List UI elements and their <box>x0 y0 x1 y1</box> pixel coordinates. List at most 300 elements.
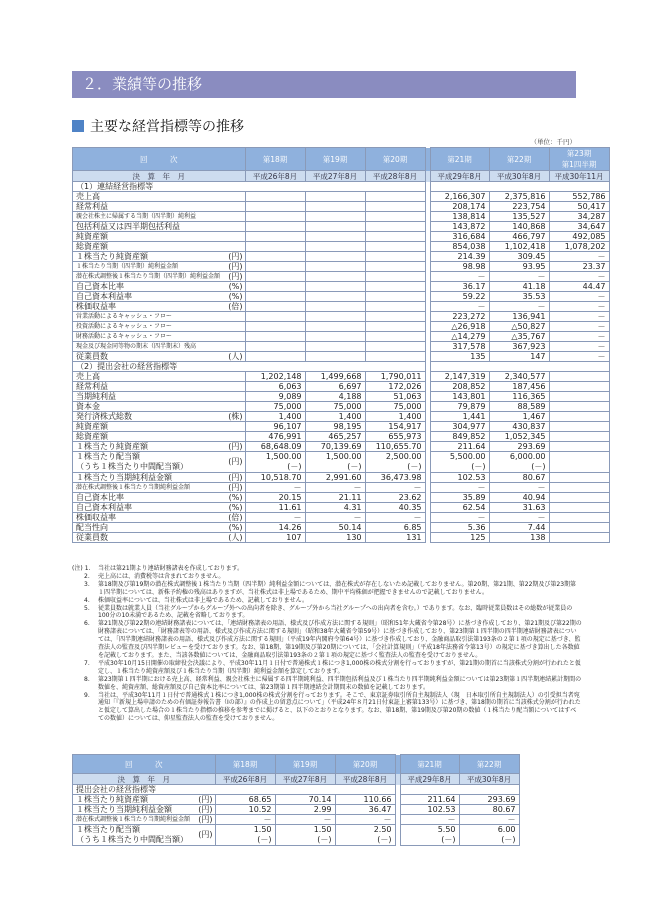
table-row <box>73 292 610 302</box>
value-cell: 110,655.70 <box>365 442 425 452</box>
value-cell: 10.52 <box>215 805 275 815</box>
value-cell <box>549 372 609 382</box>
value-cell: △26,918 <box>430 322 489 332</box>
value-cell <box>549 412 609 422</box>
value-cell: 211.64 <box>430 442 489 452</box>
table-row <box>73 302 610 312</box>
note-item <box>72 692 582 724</box>
value-cell: 70,139.69 <box>305 442 365 452</box>
value-cell <box>365 272 425 282</box>
note-number <box>72 692 98 724</box>
table-row <box>73 222 610 232</box>
row-label: 自己資本比率 <box>73 493 224 503</box>
value-cell <box>365 282 425 292</box>
value-cell <box>305 282 365 292</box>
row-unit: (%) <box>223 503 245 513</box>
row-unit: (円) <box>223 452 245 473</box>
value-cell: － <box>245 483 305 493</box>
value-cell: 476,991 <box>245 432 305 442</box>
value-cell: － <box>335 815 395 825</box>
period-cell: 平成30年11月 <box>549 171 609 182</box>
row-unit <box>223 232 245 242</box>
row-label: 配当性向 <box>73 523 224 533</box>
note-index: 5. <box>84 604 90 612</box>
note-item <box>72 597 582 605</box>
value-cell: 50.14 <box>305 523 365 533</box>
value-cell <box>365 232 425 242</box>
note-text: 株価収益率については、当社株式は非上場であるため、記載しておりません。 <box>98 596 309 604</box>
value-cell <box>365 312 425 322</box>
dividend-value: 6,000.00 <box>509 452 546 461</box>
value-cell: 147 <box>489 352 549 362</box>
value-cell: 75,000 <box>305 402 365 412</box>
row-label: 株価収益率 <box>73 302 224 312</box>
row-label: 経常利益 <box>73 382 224 392</box>
value-cell: 465,257 <box>305 432 365 442</box>
value-cell: 88,589 <box>489 402 549 412</box>
value-cell: 51,063 <box>365 392 425 402</box>
value-cell <box>365 352 425 362</box>
value-cell: 20.15 <box>245 493 305 503</box>
row-unit <box>223 322 245 332</box>
section-title <box>72 117 244 137</box>
value-cell <box>549 392 609 402</box>
value-cell <box>305 302 365 312</box>
value-cell: 80.67 <box>459 805 519 815</box>
value-cell <box>305 252 365 262</box>
value-cell: 31.63 <box>489 503 549 513</box>
table-row <box>73 815 520 825</box>
note-item <box>72 605 582 621</box>
value-cell: 93.95 <box>489 262 549 272</box>
row-label: 自己資本比率 <box>73 282 224 292</box>
dividend-value: 5,500.00 <box>449 452 486 461</box>
interim-dividend-value: (－) <box>347 462 362 471</box>
interim-dividend-value: (－) <box>287 462 302 471</box>
value-cell <box>245 292 305 302</box>
section-spacer <box>430 182 609 192</box>
value-cell: 849,852 <box>430 432 489 442</box>
header-row <box>73 755 520 774</box>
row-unit <box>223 312 245 322</box>
value-cell <box>549 523 609 533</box>
dividend-cell <box>215 825 275 846</box>
row-label: １株当たり純資産額 <box>73 252 224 262</box>
value-cell: 2,147,319 <box>430 372 489 382</box>
value-cell: 70.14 <box>275 795 335 805</box>
value-cell: 1,441 <box>430 412 489 422</box>
row-label: 投資活動によるキャッシュ・フロー <box>73 322 224 332</box>
value-cell <box>305 292 365 302</box>
row-unit <box>223 382 245 392</box>
value-cell: － <box>489 513 549 523</box>
value-cell <box>365 342 425 352</box>
table-row <box>73 422 610 432</box>
value-cell: 2,166,307 <box>430 192 489 202</box>
row-label: 売上高 <box>73 192 224 202</box>
table-row <box>73 202 610 212</box>
period-cell: 平成29年8月 <box>400 774 459 785</box>
table-row <box>73 372 610 382</box>
row-unit: (円) <box>223 272 245 282</box>
row-label: 従業員数 <box>73 533 224 543</box>
value-cell: 34,647 <box>549 222 609 232</box>
dividend-cell <box>275 825 335 846</box>
row-label: １株当たり当期純利益金額 <box>73 473 224 483</box>
value-cell: － <box>430 302 489 312</box>
value-cell: 41.18 <box>489 282 549 292</box>
value-cell <box>305 342 365 352</box>
dividend-row <box>73 825 520 846</box>
value-cell: 7.44 <box>489 523 549 533</box>
period-cell: 平成29年8月 <box>430 171 489 182</box>
value-cell: 102.53 <box>430 473 489 483</box>
value-cell: 107 <box>245 533 305 543</box>
row-unit <box>223 402 245 412</box>
table-row <box>73 805 520 815</box>
note-index: 8. <box>84 675 90 683</box>
value-cell: 309.45 <box>489 252 549 262</box>
dividend-label-interim: （うち１株当たり中間配当額） <box>76 835 188 844</box>
table-row <box>73 322 610 332</box>
value-cell: 172,026 <box>365 382 425 392</box>
value-cell <box>245 212 305 222</box>
value-cell: 655,973 <box>365 432 425 442</box>
value-cell <box>245 232 305 242</box>
value-cell: 36,473.98 <box>365 473 425 483</box>
value-cell: 75,000 <box>245 402 305 412</box>
row-unit: (%) <box>223 292 245 302</box>
row-label: 総資産額 <box>73 432 224 442</box>
value-cell: 96,107 <box>245 422 305 432</box>
row-unit: (円) <box>193 825 215 846</box>
value-cell: － <box>459 815 519 825</box>
note-item <box>72 573 582 581</box>
value-cell: 80.67 <box>489 473 549 483</box>
dividend-value: 6.00 <box>497 825 516 834</box>
row-label: 総資産額 <box>73 242 224 252</box>
interim-dividend-value: (－) <box>407 462 422 471</box>
row-label: １株当たり当期（四半期）純利益金額 <box>73 262 224 272</box>
value-cell: 466,797 <box>489 232 549 242</box>
note-text: 従業員数は就業人員（当社グループからグループ外への出向者を除き、グループ外から当社グループへの出向者を含む。）であります。なお、臨時従業員数はその総数が従業員の100分の10未満であるため、記載を省略しております。 <box>98 604 573 620</box>
value-cell: 40.94 <box>489 493 549 503</box>
column-header: 第19期 <box>305 148 365 171</box>
value-cell <box>245 342 305 352</box>
value-cell <box>305 322 365 332</box>
note-text: 売上高には、消費税等は含まれておりません。 <box>98 572 225 580</box>
row-unit <box>223 432 245 442</box>
column-header: 第22期 <box>489 148 549 171</box>
note-number <box>72 676 98 692</box>
value-cell: 317,578 <box>430 342 489 352</box>
interim-dividend-value: (－) <box>257 835 272 844</box>
row-label: 純資産額 <box>73 422 224 432</box>
table-row <box>73 192 610 202</box>
value-cell <box>245 242 305 252</box>
value-cell: － <box>549 342 609 352</box>
value-cell <box>305 192 365 202</box>
value-cell <box>549 442 609 452</box>
section-marker-icon <box>72 120 84 132</box>
value-cell: 304,977 <box>430 422 489 432</box>
value-cell: 430,837 <box>489 422 549 432</box>
section-row <box>73 362 610 372</box>
row-unit: (円) <box>193 795 215 805</box>
table-row <box>73 312 610 322</box>
value-cell: 135,527 <box>489 212 549 222</box>
footnotes <box>72 565 582 723</box>
row-unit: (人) <box>223 352 245 362</box>
value-cell: 62.54 <box>430 503 489 513</box>
section-row <box>73 785 520 795</box>
row-unit: (円) <box>193 815 215 825</box>
value-cell: 6,063 <box>245 382 305 392</box>
value-cell <box>305 232 365 242</box>
value-cell <box>365 252 425 262</box>
dividend-cell <box>305 452 365 473</box>
table-row <box>73 262 610 272</box>
column-header: 第20期 <box>335 755 395 774</box>
row-label: 包括利益又は四半期包括利益 <box>73 222 224 232</box>
column-header: 第20期 <box>365 148 425 171</box>
note-number <box>72 573 98 581</box>
dividend-row <box>73 452 610 473</box>
value-cell <box>365 292 425 302</box>
row-label: 資本金 <box>73 402 224 412</box>
row-label: 潜在株式調整後１株当たり当期（四半期）純利益金額 <box>73 272 224 282</box>
value-cell: 293.69 <box>459 795 519 805</box>
row-header-label: 回 次 <box>73 148 246 171</box>
value-cell: 1,052,345 <box>489 432 549 442</box>
row-unit: (%) <box>223 493 245 503</box>
table-row <box>73 282 610 292</box>
value-cell: － <box>430 513 489 523</box>
period-cell: 平成30年8月 <box>489 171 549 182</box>
value-cell: － <box>489 272 549 282</box>
value-cell: 293.69 <box>489 442 549 452</box>
value-cell <box>245 252 305 262</box>
section-label: （1）連結経営指標等 <box>73 182 426 192</box>
section-row <box>73 182 610 192</box>
value-cell <box>305 352 365 362</box>
value-cell <box>245 262 305 272</box>
period-cell: 平成30年8月 <box>459 774 519 785</box>
table-row <box>73 473 610 483</box>
dividend-cell <box>245 452 305 473</box>
table-row <box>73 392 610 402</box>
note-index: 3. <box>84 580 90 588</box>
value-cell: 11.61 <box>245 503 305 513</box>
interim-dividend-value: (－) <box>441 835 456 844</box>
value-cell: － <box>400 815 459 825</box>
row-unit: (円) <box>223 483 245 493</box>
note-text: 第21期及び第22期の連結財務諸表については、「連結財務諸表の用語、様式及び作成方法に関する規則」（昭和51年大蔵省令第28号）に基づき作成しており、第21期及び第22期の財務諸表については、「財務諸表等の用語、様式及び作成方法に関する規則」（昭和38年大蔵省令第59号）に基づき作成しており、第23期第１四半期の四半期連結財務諸表については、「四半期連結財務諸表の用語、様式及び作成方法に関する規則」（平成19年内閣府令第64号）に基づき作成しており、金融商品取引法第193条の２第１項の規定に基づき、監査法人の監査及び四半期レビューを受けております。なお、第18期、第19期及び第20期については、「会社計算規則」（平成18年法務省令第13号）の規定に基づき算出した各数値を記載しております。また、当該各数値については、金融商品取引法第193条の２第１項の規定に基づく監査法人の監査を受けておりません。 <box>98 620 582 659</box>
note-text: 第23期第１四半期における売上高、経常利益、親会社株主に帰属する四半期純利益、四半期包括利益及び１株当たり四半期純利益金額については第23期第１四半期連結累計期間の数値を、純資産額、総資産額及び自己資本比率については、第23期第１四半期連結会計期間末の数値を記載しております。 <box>98 675 582 691</box>
value-cell: 154,917 <box>365 422 425 432</box>
value-cell <box>305 262 365 272</box>
dividend-value: 1,500.00 <box>325 452 362 461</box>
dividend-cell <box>459 825 519 846</box>
value-cell: 138 <box>489 533 549 543</box>
column-header: 第19期 <box>275 755 335 774</box>
dividend-value: 2.50 <box>373 825 392 834</box>
table-row <box>73 232 610 242</box>
dividend-label <box>73 825 194 846</box>
row-label: 潜在株式調整後１株当たり当期純利益金額 <box>73 815 194 825</box>
row-unit: (%) <box>223 282 245 292</box>
value-cell <box>549 513 609 523</box>
value-cell: － <box>430 483 489 493</box>
value-cell <box>245 282 305 292</box>
note-number <box>72 597 98 605</box>
value-cell: 1,078,202 <box>549 242 609 252</box>
note-number <box>72 581 98 597</box>
value-cell: 1,467 <box>489 412 549 422</box>
value-cell <box>549 432 609 442</box>
dividend-value: 2,500.00 <box>385 452 422 461</box>
column-header: 第18期 <box>215 755 275 774</box>
value-cell: 21.11 <box>305 493 365 503</box>
per-share-reference-table <box>72 754 520 846</box>
value-cell: 138,814 <box>430 212 489 222</box>
row-unit <box>223 242 245 252</box>
table-row <box>73 252 610 262</box>
value-cell: 75,000 <box>365 402 425 412</box>
value-cell: 59.22 <box>430 292 489 302</box>
value-cell <box>549 483 609 493</box>
value-cell: 143,872 <box>430 222 489 232</box>
column-header: 第23期 第1四半期 <box>549 148 609 171</box>
interim-dividend-value: (－) <box>471 462 486 471</box>
value-cell <box>245 192 305 202</box>
table-row <box>73 242 610 252</box>
row-unit: (円) <box>223 442 245 452</box>
value-cell <box>245 312 305 322</box>
value-cell: 23.37 <box>549 262 609 272</box>
value-cell: 143,801 <box>430 392 489 402</box>
value-cell: － <box>549 272 609 282</box>
table-row <box>73 212 610 222</box>
column-header: 第18期 <box>245 148 305 171</box>
value-cell <box>549 422 609 432</box>
value-cell: 5.36 <box>430 523 489 533</box>
table-row <box>73 513 610 523</box>
interim-dividend-value: (－) <box>531 462 546 471</box>
note-index: 2. <box>84 572 90 580</box>
value-cell: 492,085 <box>549 232 609 242</box>
note-item <box>72 660 582 676</box>
table-row <box>73 533 610 543</box>
period-cell: 平成27年8月 <box>275 774 335 785</box>
value-cell: 6,697 <box>305 382 365 392</box>
value-cell: △35,767 <box>489 332 549 342</box>
value-cell <box>245 222 305 232</box>
value-cell <box>365 202 425 212</box>
table-row <box>73 483 610 493</box>
row-unit <box>223 392 245 402</box>
value-cell: 223,272 <box>430 312 489 322</box>
value-cell: － <box>549 322 609 332</box>
value-cell: △14,279 <box>430 332 489 342</box>
value-cell: 131 <box>365 533 425 543</box>
row-unit <box>223 372 245 382</box>
row-label: 従業員数 <box>73 352 224 362</box>
value-cell <box>365 262 425 272</box>
value-cell: 50,417 <box>549 202 609 212</box>
value-cell: － <box>549 352 609 362</box>
note-index: 4. <box>84 596 90 604</box>
value-cell: 2.99 <box>275 805 335 815</box>
column-header: 第21期 <box>430 148 489 171</box>
value-cell: 23.62 <box>365 493 425 503</box>
row-unit: (人) <box>223 533 245 543</box>
row-label: １株当たり当期純利益金額 <box>73 805 194 815</box>
value-cell <box>549 493 609 503</box>
value-cell <box>365 192 425 202</box>
interim-dividend-value: (－) <box>377 835 392 844</box>
row-unit: (円) <box>223 252 245 262</box>
value-cell: － <box>275 815 335 825</box>
value-cell <box>305 332 365 342</box>
chapter-title-band <box>72 71 576 98</box>
dividend-cell <box>489 452 549 473</box>
value-cell: － <box>549 252 609 262</box>
value-cell: 214.39 <box>430 252 489 262</box>
note-number <box>72 660 98 676</box>
row-label: 自己資本利益率 <box>73 292 224 302</box>
value-cell: － <box>549 332 609 342</box>
value-cell: 14.26 <box>245 523 305 533</box>
value-cell: － <box>430 272 489 282</box>
value-cell: 98,195 <box>305 422 365 432</box>
row-label: 純資産額 <box>73 232 224 242</box>
row-unit <box>223 222 245 232</box>
table-row <box>73 272 610 282</box>
row-unit <box>223 212 245 222</box>
value-cell: 2,991.60 <box>305 473 365 483</box>
value-cell: 2,340,577 <box>489 372 549 382</box>
value-cell: 208,852 <box>430 382 489 392</box>
value-cell: － <box>365 483 425 493</box>
row-unit: (円) <box>193 805 215 815</box>
row-unit: (%) <box>223 523 245 533</box>
period-row <box>73 774 520 785</box>
table-row <box>73 442 610 452</box>
row-label: 株価収益率 <box>73 513 224 523</box>
dividend-value: 1.50 <box>253 825 272 834</box>
table-row <box>73 342 610 352</box>
value-cell <box>549 402 609 412</box>
value-cell: 35.53 <box>489 292 549 302</box>
note-text: 第18期及び第19期の潜在株式調整後１株当たり当期（四半期）純利益金額については、潜在株式が存在しないため記載しておりません。第20期、第21期、第22期及び第23期第１四半期については、新株予約権の残高はありますが、当社株式は非上場であるため、期中平均株価が把握できませんので記載しておりません。 <box>98 580 577 596</box>
key-indicators-table <box>72 147 610 543</box>
value-cell: － <box>489 483 549 493</box>
dividend-label <box>73 452 224 473</box>
value-cell: － <box>245 513 305 523</box>
row-label: 潜在株式調整後１株当たり当期純利益金額 <box>73 483 224 493</box>
value-cell: 140,868 <box>489 222 549 232</box>
value-cell: － <box>549 292 609 302</box>
value-cell: 1,202,148 <box>245 372 305 382</box>
row-label: 営業活動によるキャッシュ・フロー <box>73 312 224 322</box>
value-cell <box>305 272 365 282</box>
value-cell: 36.47 <box>335 805 395 815</box>
value-cell: 110.66 <box>335 795 395 805</box>
note-text: 平成30年10月15日開催の取締役会決議により、平成30年11月１日付で普通株式１株につき1,000株の株式分割を行っておりますが、第21期の期首に当該株式分割が行われたと仮定し、１株当たり純資産額及び１株当たり当期（四半期）純利益金額を算定しております。 <box>98 659 581 675</box>
value-cell: 40.35 <box>365 503 425 513</box>
dividend-label-interim: （うち１株当たり中間配当額） <box>76 462 188 471</box>
